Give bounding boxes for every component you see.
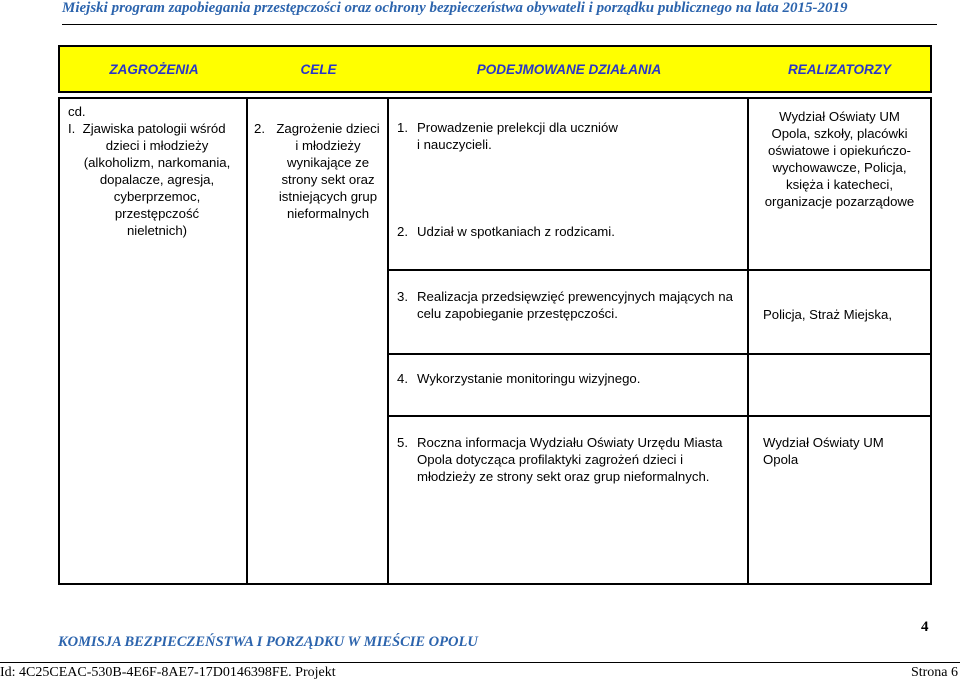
header-divider [62,24,937,25]
threat-cont-label: cd. [68,104,86,119]
threat-line: dzieci i młodzieży [105,138,209,153]
action-line: Udział w spotkaniach z rodzicami. [417,224,615,239]
threat-cell [58,97,248,585]
action-text [417,434,747,485]
document-title: Miejski program zapobiegania przestępczości oraz ochrony bezpieczeństwa obywateli i porządku publicznego na lata 2015-2019 [62,0,848,16]
table-header-row [58,45,932,93]
action-number: 2. [397,224,408,239]
action-cell-5 [387,415,749,585]
document-id: Id: 4C25CEAC-530B-4E6F-8AE7-17D0146398FE. Projekt [0,665,336,680]
action-number: 3. [397,289,408,304]
action-line: Realizacja przedsięwzięć prewencyjnych mających na [417,289,733,304]
goal-line: istniejących grup [278,189,378,204]
header-threats: ZAGROŻENIA [109,61,199,77]
goal-line: strony sekt oraz [281,172,375,187]
goal-line: i młodzieży [295,138,361,153]
implementer-line: organizacje pozarządowe [764,194,915,209]
threat-line: I. Zjawiska patologii wśród [68,121,226,136]
action-line: Prowadzenie prelekcji dla uczniów [417,120,618,135]
implementer-line: Wydział Oświaty UM [763,435,884,450]
page-label: Strona 6 [910,665,958,680]
threat-line: (alkoholizm, narkomania, [83,155,231,170]
action-text [417,223,747,240]
action-line: Opola dotycząca profilaktyki zagrożeń dzieci i [417,452,684,467]
action-text [417,288,747,322]
implementer-line: Wydział Oświaty UM [779,109,900,124]
implementer-cell-1 [747,97,932,271]
threat-line: przestępczość [114,206,200,221]
implementer-line: wychowawcze, Policja, [772,160,907,175]
action-number: 1. [397,120,408,135]
action-line: Roczna informacja Wydziału Oświaty Urzędu Miasta [417,435,723,450]
footer-divider [0,662,960,663]
goal-number: 2. [254,121,265,136]
action-text [417,370,747,387]
threat-line: dopalacze, agresja, [99,172,215,187]
implementer-cell-3 [747,353,932,417]
measures-table [58,45,932,585]
action-cell-4 [387,353,749,417]
implementer-line: księża i katecheci, [785,177,893,192]
action-cell-3 [387,269,749,355]
action-text [417,119,747,153]
header-goals: CELE [300,61,337,77]
implementer-text: Policja, Straż Miejska, [763,307,892,322]
action-cell-1 [387,97,749,271]
implementer-cell-4 [747,415,932,585]
goal-line: Zagrożenie dzieci [276,121,380,136]
implementer-cell-2 [747,269,932,355]
implementer-text [763,434,928,468]
goal-cell [246,97,389,585]
implementer-line: Opola [763,452,799,467]
goal-line: nieformalnych [286,206,370,221]
threat-line: nieletnich) [126,223,188,238]
action-line: Wykorzystanie monitoringu wizyjnego. [417,371,641,386]
action-line: i nauczycieli. [417,137,492,152]
header-actions: PODEJMOWANE DZIAŁANIA [476,61,662,77]
threat-text [68,103,246,239]
header-implementers: REALIZATORZY [788,61,891,77]
action-number: 5. [397,435,408,450]
page-number: 4 [921,619,929,635]
threat-line: cyberprzemoc, [113,189,201,204]
implementer-line: Opola, szkoły, placówki [771,126,908,141]
action-line: celu zapobieganie przestępczości. [417,306,618,321]
committee-footer: KOMISJA BEZPIECZEŃSTWA I PORZĄDKU W MIEŚCIE OPOLU [58,634,478,650]
goal-line: wynikające ze [286,155,370,170]
action-line: młodzieży ze strony sekt oraz grup nieformalnych. [417,469,710,484]
implementer-line: oświatowe i opiekuńczo- [768,143,911,158]
goal-text [270,120,386,222]
action-number: 4. [397,371,408,386]
implementer-text [749,108,930,210]
